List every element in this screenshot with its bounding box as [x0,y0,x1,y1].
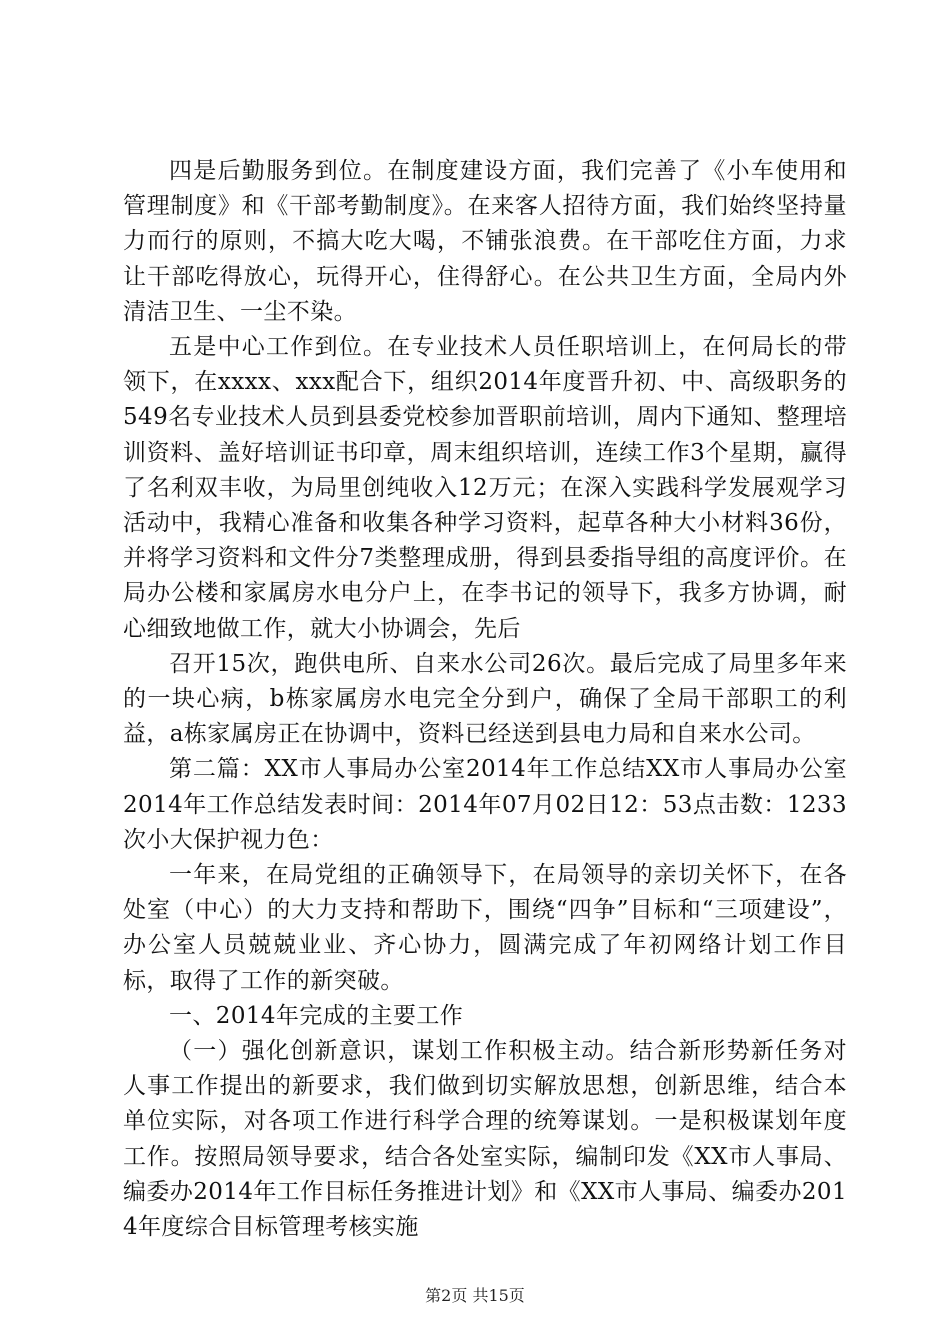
page-number-footer: 第2页 共15页 [425,1286,525,1305]
document-body [123,154,847,1245]
paragraph-year-overview: 一年来，在局党组的正确领导下，在局领导的亲切关怀下，在各处室（中心）的大力支持和帮助下，围绕“四争”目标和“三项建设”，办公室人员兢兢业业、齐心协力，圆满完成了年初网络计划工作目标，取得了工作的新突破。 [123,862,847,994]
paragraph-central-work: 五是中心工作到位。在专业技术人员任职培训上，在何局长的带领下，在xxxx、xxx配合下，组织2014年度晋升初、中、高级职务的549名专业技术人员到县委党校参加晋职前培训，周内下通知、整理培训资料、盖好培训证书印章，周末组织培训，连续工作3个星期，赢得了名利双丰收，为局里创纯收入12万元；在深入实践科学发展观学习活动中，我精心准备和收集各种学习资料，起草各种大小材料36份，并将学习资料和文件分7类整理成册，得到县委指导组的高度评价。在局办公楼和家属房水电分户上，在李书记的领导下，我多方协调，耐心细致地做工作，就大小协调会，先后 [123,334,847,642]
section-heading-main-work: 一、2014年完成的主要工作 [169,1002,464,1029]
paragraph-logistics: 四是后勤服务到位。在制度建设方面，我们完善了《小车使用和管理制度》和《干部考勤制度》。在来客人招待方面，我们始终坚持量力而行的原则，不搞大吃大喝，不铺张浪费。在干部吃住方面，力求让干部吃得放心，玩得开心，住得舒心。在公共卫生方面，全局内外清洁卫生、一尘不染。 [123,158,847,325]
paragraph-second-article-header: 第二篇：XX市人事局办公室2014年工作总结XX市人事局办公室2014年工作总结发表时间：2014年07月02日12：53点击数：1233次小大保护视力色： [123,756,847,853]
paragraph-innovation: （一）强化创新意识，谋划工作积极主动。结合新形势新任务对人事工作提出的新要求，我们做到切实解放思想，创新思维，结合本单位实际，对各项工作进行科学合理的统筹谋划。一是积极谋划年度工作。按照局领导要求，结合各处室实际，编制印发《XX市人事局、编委办2014年工作目标任务推进计划》和《XX市人事局、编委办2014年度综合目标管理考核实施 [123,1038,847,1241]
paragraph-meetings: 召开15次，跑供电所、自来水公司26次。最后完成了局里多年来的一块心病，b栋家属房水电完全分到户，确保了全局干部职工的利益，a栋家属房正在协调中，资料已经送到县电力局和自来水公司。 [123,650,847,748]
